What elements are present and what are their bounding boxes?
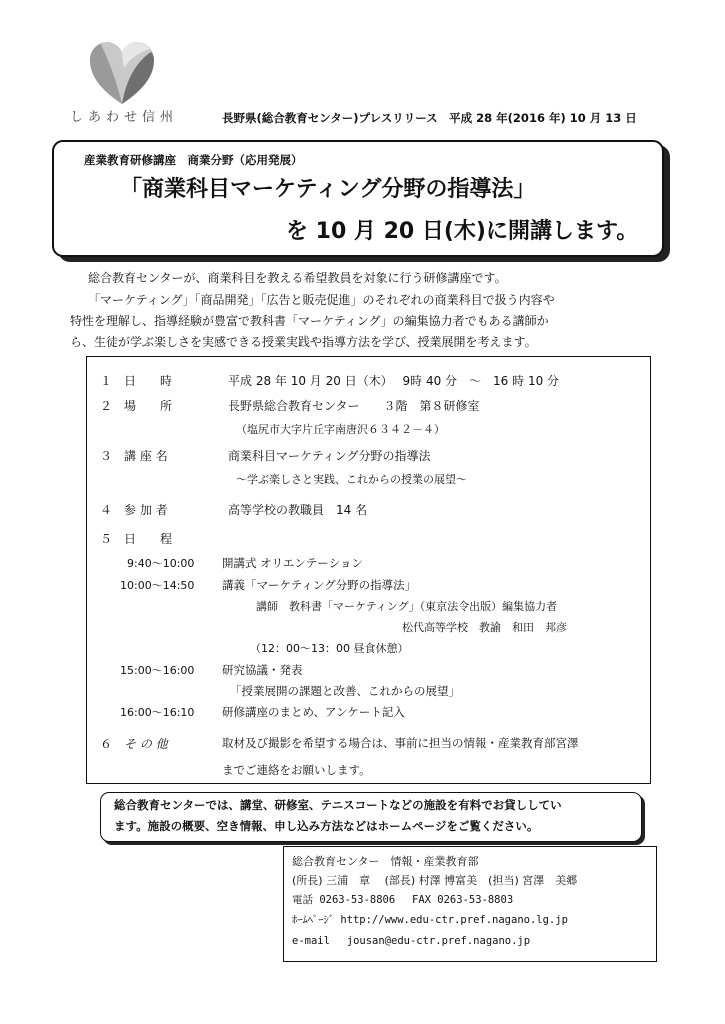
- item-number: ２: [100, 399, 113, 413]
- other-value: までご連絡をお願いします。: [222, 763, 371, 777]
- intro-line: 総合教育センターが、商業科目を教える希望教員を対象に行う研修講座です。: [88, 271, 507, 285]
- course-name: 商業科目マーケティング分野の指導法: [228, 449, 431, 463]
- intro-line: 「マーケティング」「商品開発」「広告と販売促進」のそれぞれの商業科目で扱う内容や: [88, 293, 555, 307]
- course-subtitle: ～学ぶ楽しさと実践、これからの授業の展望～: [236, 473, 467, 486]
- lunch-break: （12：00～13：00 昼食休憩）: [250, 642, 409, 655]
- date-value: 平成 28 年 10 月 20 日（木） 9時 40 分 ～ 16 時 10 分: [228, 374, 560, 388]
- item-number: ６: [100, 737, 113, 751]
- schedule-item: 開講式 オリエンテーション: [222, 556, 363, 570]
- course-title: 「商業科目マーケティング分野の指導法」: [120, 177, 536, 202]
- item-number: ５: [100, 532, 113, 546]
- discussion-topic: 「授業展開の課題と改善、これからの展望」: [230, 684, 460, 698]
- item-number: １: [100, 374, 113, 388]
- schedule-time: 16:00～16:10: [120, 706, 195, 719]
- facility-notice-line: 総合教育センターでは、講堂、研修室、テニスコートなどの施設を有料でお貸ししてい: [114, 798, 562, 812]
- participants-value: 高等学校の教職員 14 名: [228, 503, 368, 517]
- other-value: 取材及び撮影を希望する場合は、事前に担当の情報・産業教育部宮澤: [222, 736, 579, 750]
- schedule-time: 15:00～16:00: [120, 664, 195, 677]
- schedule-time: 10:00～14:50: [120, 579, 195, 592]
- place-address: （塩尻市大字片丘字南唐沢６３４２－４）: [236, 423, 445, 436]
- place-value: 長野県総合教育センター ３階 第８研修室: [228, 399, 480, 413]
- item-number: ３: [100, 449, 113, 463]
- intro-line: ら、生徒が学ぶ楽しさを実感できる授業実践や指導方法を学び、授業展開を考えます。: [70, 335, 537, 349]
- contact-staff: (所長) 三浦 章 (部長) 村澤 博富美 (担当) 宮澤 美郷: [292, 874, 578, 887]
- logo-text: しあわせ信州: [70, 110, 179, 125]
- contact-homepage-link[interactable]: ﾎｰﾑﾍﾟｰｼﾞ http://www.edu-ctr.pref.nagano.lg.jp: [292, 914, 568, 926]
- intro-line: 特性を理解し、指導経験が豊富で教科書「マーケティング」の編集協力者でもある講師か: [70, 314, 549, 328]
- participants-label: 参 加 者: [124, 503, 168, 517]
- item-number: ４: [100, 503, 113, 517]
- place-label: 場 所: [124, 399, 173, 413]
- course-label: 講 座 名: [124, 449, 168, 463]
- contact-phone: 電話 0263-53-8806 FAX 0263-53-8803: [292, 894, 514, 906]
- press-release-header: 長野県(総合教育センター)プレスリリース 平成 28 年(2016 年) 10 月 13 日: [222, 111, 637, 125]
- lecturer-name: 松代高等学校 教諭 和田 邦彦: [402, 621, 567, 634]
- date-label: 日 時: [124, 374, 173, 388]
- course-category: 産業教育研修講座 商業分野（応用発展）: [84, 153, 303, 167]
- schedule-item: 研修講座のまとめ、アンケート記入: [222, 705, 405, 719]
- schedule-time: 9:40～10:00: [127, 557, 195, 570]
- contact-email-link[interactable]: e-mail jousan@edu-ctr.pref.nagano.jp: [292, 935, 531, 947]
- schedule-label: 日 程: [124, 532, 173, 546]
- contact-department: 総合教育センター 情報・産業教育部: [292, 855, 479, 868]
- schedule-item: 研究協議・発表: [222, 663, 303, 677]
- other-label: そ の 他: [124, 737, 168, 751]
- facility-notice-line: ます。施設の概要、空き情報、申し込み方法などはホームページをご覧ください。: [114, 819, 539, 833]
- heart-logo-icon: [88, 40, 156, 106]
- lecturer-info: 講師 教科書「マーケティング」（東京法令出版）編集協力者: [256, 600, 558, 613]
- schedule-item: 講義「マーケティング分野の指導法」: [222, 578, 417, 592]
- course-date-announcement: を 10 月 20 日(木)に開講します。: [286, 219, 639, 244]
